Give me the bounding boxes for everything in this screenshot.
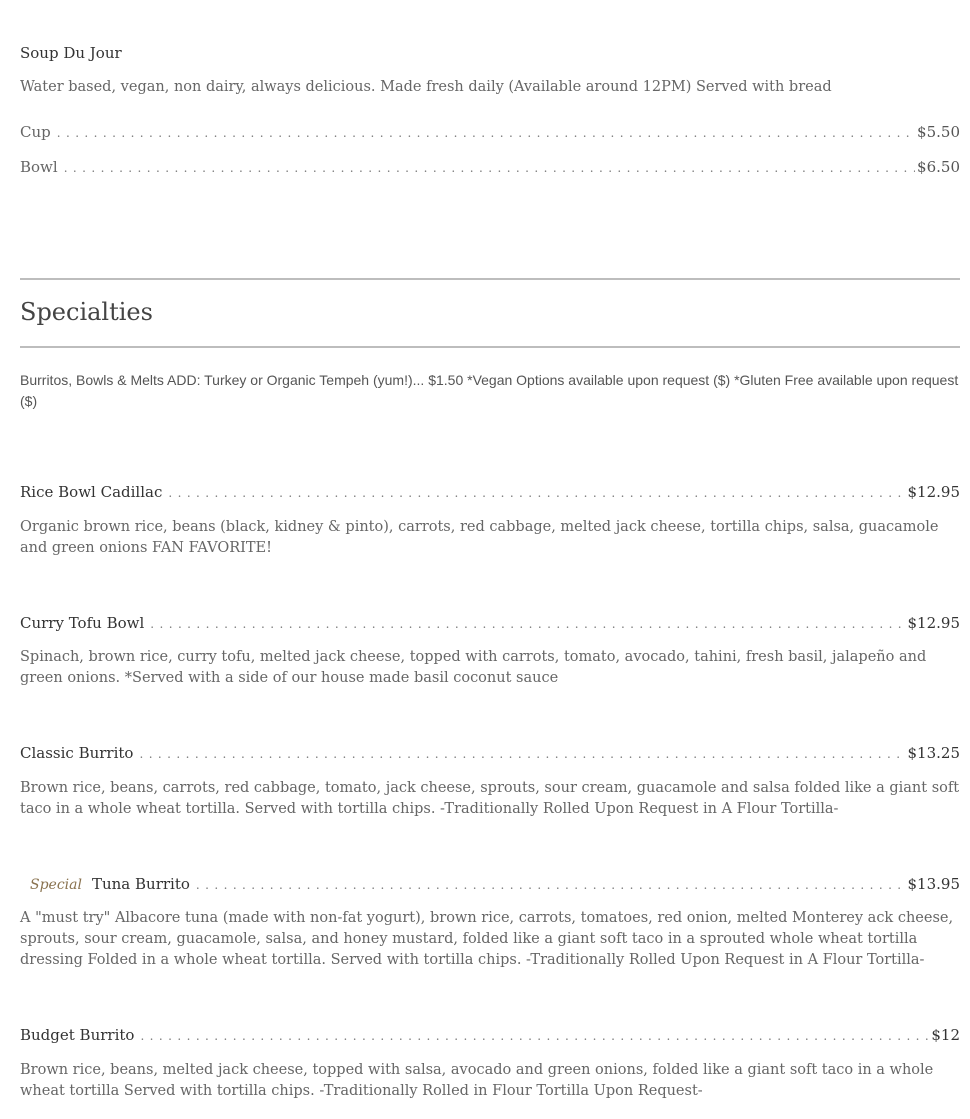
- menu-item-curry-tofu-bowl[interactable]: [20, 614, 960, 632]
- menu-item-tuna-burrito[interactable]: [20, 875, 960, 893]
- option-price: $6.50: [917, 158, 960, 176]
- soup-title: Soup Du Jour: [20, 44, 122, 62]
- menu-item-budget-burrito[interactable]: [20, 1026, 960, 1044]
- item-name: Classic Burrito: [20, 744, 134, 762]
- section-divider-bottom: [20, 346, 960, 348]
- section-heading: Specialties: [20, 298, 153, 326]
- soup-option-cup[interactable]: [20, 123, 960, 141]
- dot-leader: [196, 878, 906, 892]
- menu-item-rice-bowl-cadillac[interactable]: [20, 483, 960, 501]
- item-name: Curry Tofu Bowl: [20, 614, 145, 632]
- menu-item-classic-burrito[interactable]: [20, 744, 960, 762]
- item-name: Rice Bowl Cadillac: [20, 483, 163, 501]
- item-description: Brown rice, beans, melted jack cheese, topped with salsa, avocado and green onions, folded like a giant soft taco in a whole wheat tortilla Served with tortilla chips. -Traditionally Rolled in Flour Tortilla Upon Request-: [20, 1062, 934, 1099]
- item-price: $12.95: [907, 483, 960, 501]
- option-name: Bowl: [20, 158, 58, 176]
- item-description: Brown rice, beans, carrots, red cabbage, tomato, jack cheese, sprouts, sour cream, guacamole and salsa folded like a giant soft taco in a whole wheat tortilla. Served with tortilla chips. -Traditionally Rolled Upon Request in A Flour Tortilla-: [20, 780, 960, 817]
- dot-leader: [150, 617, 905, 631]
- option-name: Cup: [20, 123, 51, 141]
- item-description: A "must try" Albacore tuna (made with non-fat yogurt), brown rice, carrots, tomatoes, red onion, melted Monterey ack cheese, sprouts, sour cream, guacamole, salsa, and honey mustard, folded like a giant soft taco in a sprouted whole wheat tortilla dressing Folded in a whole wheat tortilla. Served with tortilla chips. -Traditionally Rolled Upon Request in A Flour Tortilla-: [20, 910, 954, 968]
- item-name: Budget Burrito: [20, 1026, 135, 1044]
- dot-leader: [64, 161, 915, 175]
- item-description: Spinach, brown rice, curry tofu, melted jack cheese, topped with carrots, tomato, avocado, tahini, fresh basil, jalapeño and green onions. *Served with a side of our house made basil coconut sauce: [20, 649, 927, 686]
- specialties-note: Burritos, Bowls & Melts ADD: Turkey or Organic Tempeh (yum!)... $1.50 *Vegan Options available upon request ($) *Gluten Free available upon request ($): [20, 372, 959, 409]
- special-badge: Special: [30, 877, 82, 893]
- item-description: Organic brown rice, beans (black, kidney & pinto), carrots, red cabbage, melted jack cheese, tortilla chips, salsa, guacamole and green onions FAN FAVORITE!: [20, 519, 939, 556]
- soup-option-bowl[interactable]: [20, 158, 960, 176]
- dot-leader: [57, 126, 915, 140]
- item-price: $12.95: [907, 614, 960, 632]
- item-price: $13.95: [907, 875, 960, 893]
- option-price: $5.50: [917, 123, 960, 141]
- dot-leader: [140, 1029, 929, 1043]
- item-price: $13.25: [907, 744, 960, 762]
- soup-description: Water based, vegan, non dairy, always delicious. Made fresh daily (Available around 12PM) Served with bread: [20, 79, 832, 95]
- dot-leader: [168, 486, 905, 500]
- section-divider-top: [20, 278, 960, 280]
- dot-leader: [139, 747, 905, 761]
- item-name: Tuna Burrito: [91, 875, 190, 893]
- item-price: $12: [931, 1026, 960, 1044]
